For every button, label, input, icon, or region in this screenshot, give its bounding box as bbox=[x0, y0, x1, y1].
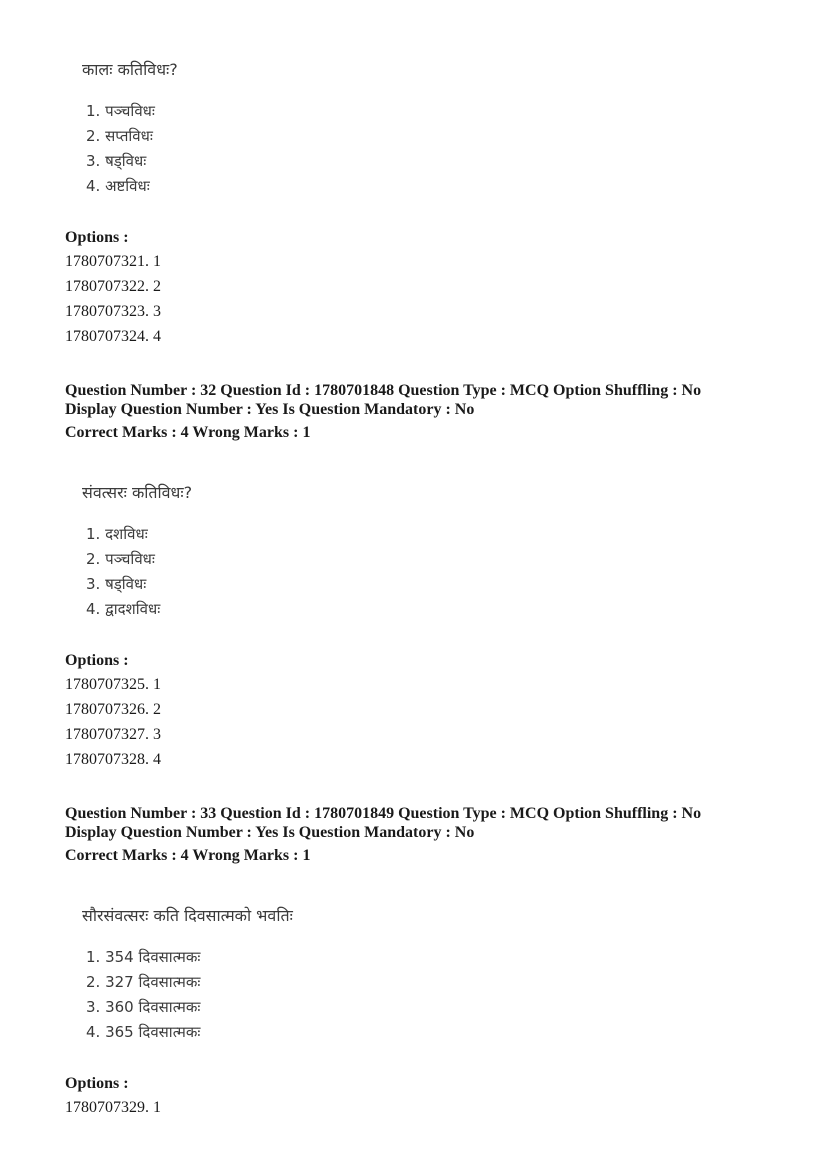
question-meta: Question Number : 33 Question Id : 1780701849 Question Type : MCQ Option Shuffling : No bbox=[65, 805, 702, 822]
options-label: Options : bbox=[65, 652, 129, 669]
option-item: 1780707329. 1 bbox=[65, 1099, 161, 1116]
option-item: 1780707328. 4 bbox=[65, 751, 161, 768]
option-item: 1780707325. 1 bbox=[65, 676, 161, 693]
choice-item: 2. 327 दिवसात्मकः bbox=[86, 973, 201, 991]
choice-item: 4. द्वादशविधः bbox=[86, 600, 161, 618]
question-text: सौरसंवत्सरः कति दिवसात्मको भवतिः bbox=[82, 906, 293, 925]
question-marks: Correct Marks : 4 Wrong Marks : 1 bbox=[65, 424, 311, 441]
choice-item: 2. सप्तविधः bbox=[86, 127, 153, 145]
question-marks: Correct Marks : 4 Wrong Marks : 1 bbox=[65, 847, 311, 864]
choice-item: 3. षड्विधः bbox=[86, 152, 147, 170]
choice-item: 1. पञ्चविधः bbox=[86, 102, 155, 120]
question-meta: Display Question Number : Yes Is Question Mandatory : No bbox=[65, 824, 475, 841]
option-item: 1780707323. 3 bbox=[65, 303, 161, 320]
choice-item: 3. षड्विधः bbox=[86, 575, 147, 593]
choice-item: 4. 365 दिवसात्मकः bbox=[86, 1023, 201, 1041]
choice-item: 1. दशविधः bbox=[86, 525, 148, 543]
choice-item: 4. अष्टविधः bbox=[86, 177, 150, 195]
choice-item: 2. पञ्चविधः bbox=[86, 550, 155, 568]
option-item: 1780707324. 4 bbox=[65, 328, 161, 345]
question-meta: Question Number : 32 Question Id : 1780701848 Question Type : MCQ Option Shuffling : No bbox=[65, 382, 702, 399]
choice-item: 1. 354 दिवसात्मकः bbox=[86, 948, 201, 966]
options-label: Options : bbox=[65, 229, 129, 246]
option-item: 1780707327. 3 bbox=[65, 726, 161, 743]
options-label: Options : bbox=[65, 1075, 129, 1092]
option-item: 1780707321. 1 bbox=[65, 253, 161, 270]
question-text: संवत्सरः कतिविधः? bbox=[82, 483, 193, 502]
option-item: 1780707322. 2 bbox=[65, 278, 161, 295]
option-item: 1780707326. 2 bbox=[65, 701, 161, 718]
question-text: कालः कतिविधः? bbox=[82, 60, 178, 79]
question-meta: Display Question Number : Yes Is Question Mandatory : No bbox=[65, 401, 475, 418]
choice-item: 3. 360 दिवसात्मकः bbox=[86, 998, 201, 1016]
